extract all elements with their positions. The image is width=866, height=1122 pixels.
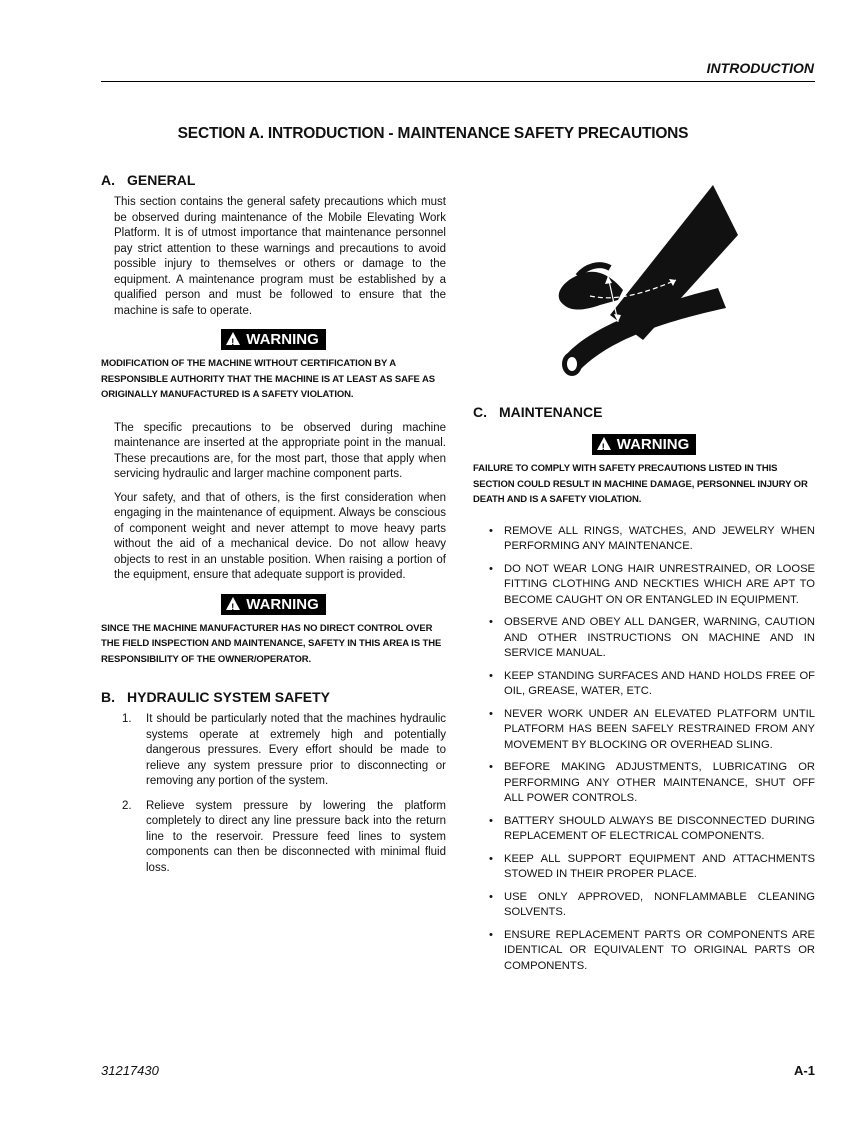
hydraulic-item bbox=[101, 799, 446, 877]
general-heading-text: GENERAL bbox=[127, 172, 196, 188]
maintenance-bullet: • REMOVE ALL RINGS, WATCHES, AND JEWELRY WHEN PERFORMING ANY MAINTENANCE. bbox=[473, 524, 815, 555]
warning-banner-1 bbox=[101, 329, 446, 350]
maintenance-bullet: • USE ONLY APPROVED, NONFLAMMABLE CLEANING SOLVENTS. bbox=[473, 890, 815, 921]
left-column bbox=[101, 172, 446, 885]
warning-triangle-icon: ! bbox=[226, 332, 240, 345]
warning-text-2: SINCE THE MACHINE MANUFACTURER HAS NO DIRECT CONTROL OVER THE FIELD INSPECTION AND MAINTENANCE, SAFETY IN THIS AREA IS THE RESPONSIBILITY OF THE OWNER/OPERATOR. bbox=[101, 622, 442, 665]
warning-banner-3 bbox=[473, 434, 815, 455]
hydraulic-letter: B. bbox=[101, 689, 115, 705]
warning-triangle-icon: ! bbox=[597, 437, 611, 450]
warning-text-3: FAILURE TO COMPLY WITH SAFETY PRECAUTIONS LISTED IN THIS SECTION COULD RESULT IN MACHINE DAMAGE, PERSONNEL INJURY OR DEATH AND IS A SAFETY VIOLATION. bbox=[473, 463, 808, 505]
hydraulic-heading bbox=[101, 689, 446, 705]
maintenance-letter: C. bbox=[473, 404, 487, 420]
maintenance-heading bbox=[473, 404, 815, 420]
general-heading bbox=[101, 172, 446, 188]
warning-label-2-text: WARNING bbox=[246, 595, 319, 613]
warning-label-3-text: WARNING bbox=[616, 436, 690, 453]
footer-page-number: A-1 bbox=[794, 1063, 815, 1078]
general-para-3: Your safety, and that of others, is the first consideration when engaging in the maintenance of equipment. Always be conscious of component weight and never attempt to move heavy parts without the aid of a mechanical device. Do not allow heavy objects to rest in an unstable position. When raising a portion of the equipment, ensure that adequate support is provided. bbox=[114, 491, 446, 581]
general-para-1: This section contains the general safety precautions which must be observed during maintenance of the Mobile Elevating Work Platform. It is of utmost importance that maintenance personnel pay strict attention to these warnings and precautions to avoid possible injury to themselves or others or damage to the equipment. A maintenance program must be established by a qualified person and must be followed to ensure that the machine is safe to operate. bbox=[114, 196, 446, 317]
maintenance-bullet: • KEEP STANDING SURFACES AND HAND HOLDS FREE OF OIL, GREASE, WATER, ETC. bbox=[473, 669, 815, 700]
hydraulic-item-text: Relieve system pressure by lowering the platform completely to direct any line pressure back into the return line to the reservoir. Pressure feed lines to system components can then be disconnected with minimal fluid loss. bbox=[146, 799, 446, 874]
hydraulic-item-number: 1. bbox=[122, 713, 132, 725]
hydraulic-item bbox=[101, 712, 446, 790]
general-para-2: The specific precautions to be observed during machine maintenance are inserted at the appropriate point in the manual. These precautions are, for the most part, those that apply when servicing hydraulic and larger machine component parts. bbox=[114, 421, 446, 480]
maintenance-bullet: • OBSERVE AND OBEY ALL DANGER, WARNING, CAUTION AND OTHER INSTRUCTIONS ON MACHINE AND IN SERVICE MANUAL. bbox=[473, 615, 815, 662]
warning-label-1-text: WARNING bbox=[246, 331, 319, 348]
maintenance-bullet-list bbox=[473, 524, 815, 975]
hydraulic-item-number: 2. bbox=[122, 799, 132, 812]
hand-crush-hazard-icon bbox=[548, 180, 738, 380]
footer-doc-number: 31217430 bbox=[101, 1063, 159, 1078]
maintenance-bullet: • KEEP ALL SUPPORT EQUIPMENT AND ATTACHMENTS STOWED IN THEIR PROPER PLACE. bbox=[473, 852, 815, 883]
maintenance-bullet: • ENSURE REPLACEMENT PARTS OR COMPONENTS ARE IDENTICAL OR EQUIVALENT TO ORIGINAL PARTS OR COMPONENTS. bbox=[473, 928, 815, 975]
section-title: SECTION A. INTRODUCTION - MAINTENANCE SAFETY PRECAUTIONS bbox=[177, 125, 689, 142]
hydraulic-item-text: It should be particularly noted that the machines hydraulic systems operate at extremely high and potentially dangerous pressures. Every effort should be made to relieve any system pressure prior to disconnecting or removing any portion of the system. bbox=[146, 713, 446, 787]
hydraulic-list bbox=[101, 712, 446, 876]
maintenance-bullet: • DO NOT WEAR LONG HAIR UNRESTRAINED, OR LOOSE FITTING CLOTHING AND NECKTIES WHICH ARE APT TO BECOME CAUGHT ON OR ENTANGLED IN EQUIPMENT. bbox=[473, 562, 815, 609]
right-column bbox=[473, 404, 815, 981]
maintenance-heading-text: MAINTENANCE bbox=[499, 404, 603, 420]
warning-label-1 bbox=[221, 329, 326, 350]
warning-text-1: MODIFICATION OF THE MACHINE WITHOUT CERTIFICATION BY A RESPONSIBLE AUTHORITY THAT THE MACHINE IS AT LEAST AS SAFE AS ORIGINALLY MANUFACTURED IS A SAFETY VIOLATION. bbox=[101, 358, 435, 400]
page-header-title: INTRODUCTION bbox=[706, 60, 814, 76]
warning-label-3 bbox=[592, 434, 697, 455]
maintenance-bullet: • BATTERY SHOULD ALWAYS BE DISCONNECTED DURING REPLACEMENT OF ELECTRICAL COMPONENTS. bbox=[473, 814, 815, 845]
warning-banner-2 bbox=[101, 594, 446, 615]
general-letter: A. bbox=[101, 172, 115, 188]
warning-label-2 bbox=[221, 594, 326, 615]
maintenance-bullet: • NEVER WORK UNDER AN ELEVATED PLATFORM UNTIL PLATFORM HAS BEEN SAFELY RESTRAINED FROM ANY MOVEMENT BY BLOCKING OR OVERHEAD SLING. bbox=[473, 707, 815, 754]
warning-triangle-icon: ! bbox=[226, 597, 240, 610]
maintenance-bullet: • BEFORE MAKING ADJUSTMENTS, LUBRICATING OR PERFORMING ANY OTHER MAINTENANCE, SHUT OFF ALL POWER CONTROLS. bbox=[473, 760, 815, 807]
header-rule bbox=[101, 81, 815, 82]
hydraulic-heading-text: HYDRAULIC SYSTEM SAFETY bbox=[127, 689, 331, 705]
